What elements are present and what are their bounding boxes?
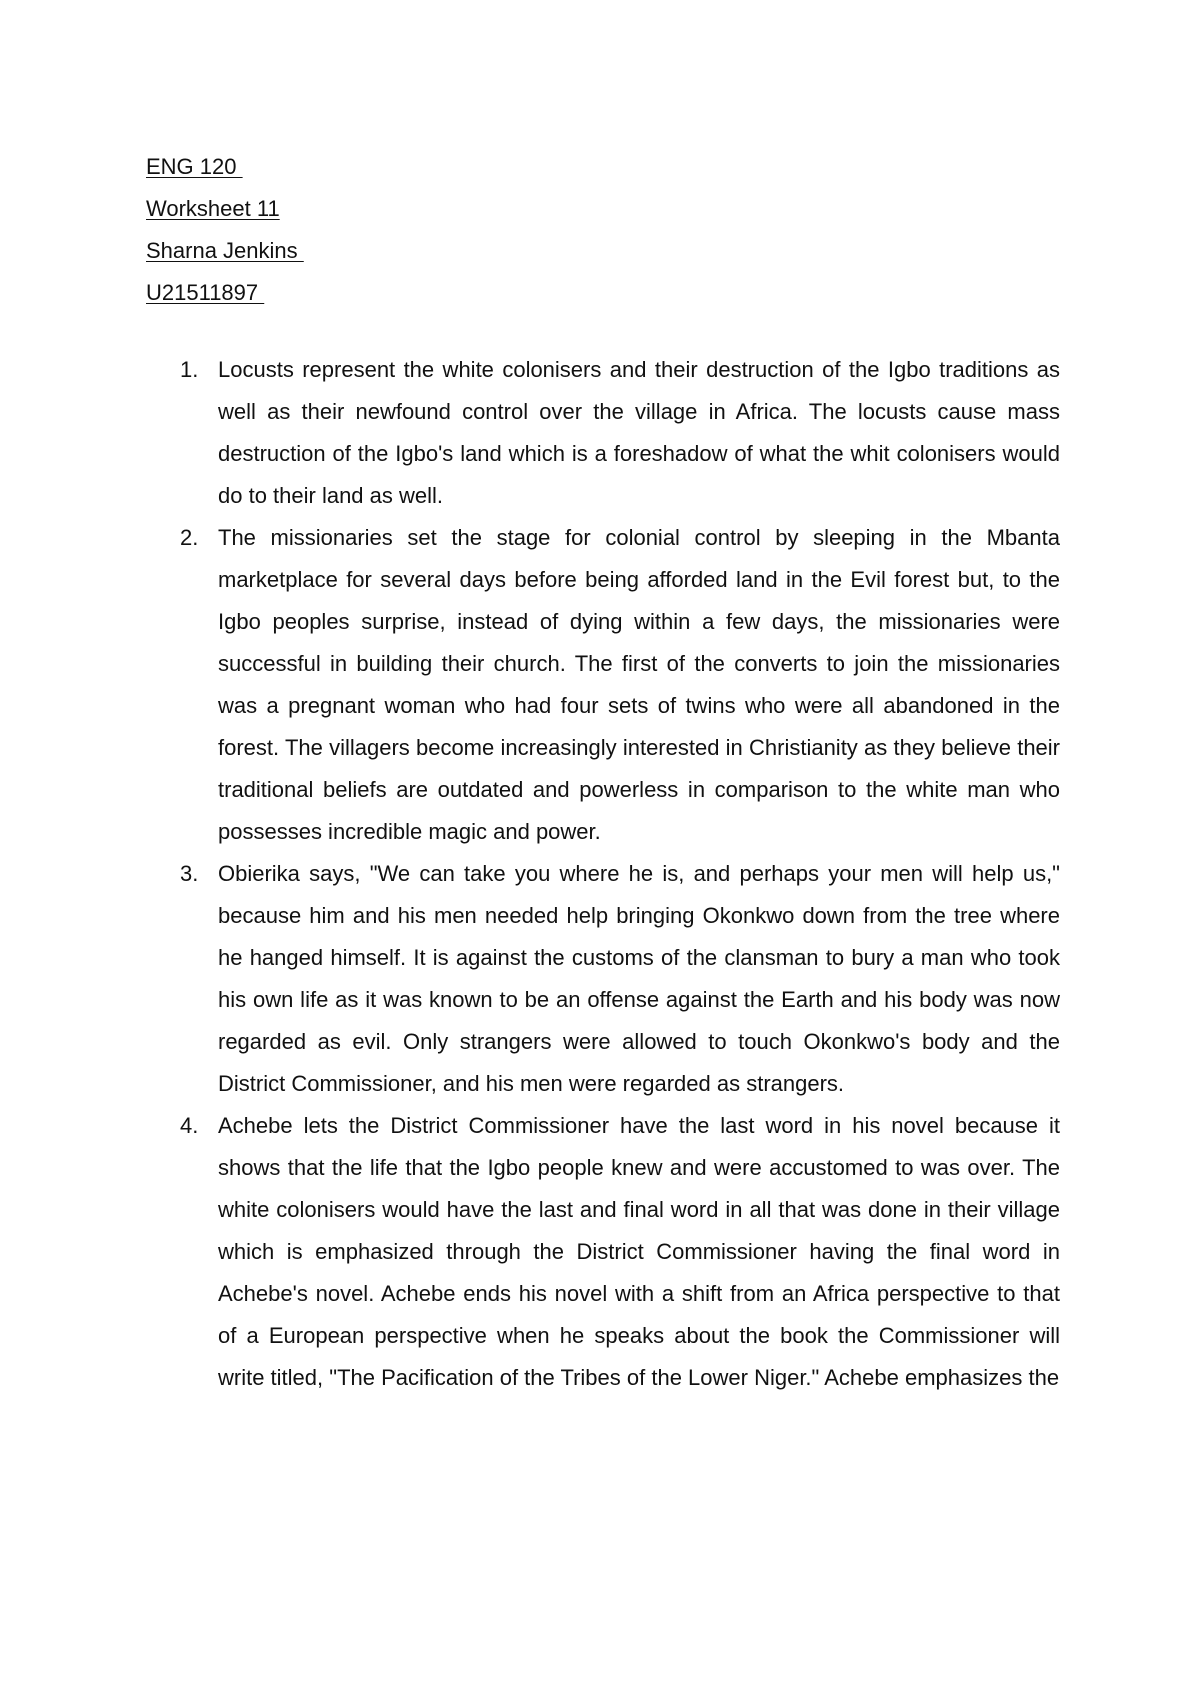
list-item-text: The missionaries set the stage for colonial control by sleeping in the Mbanta marketplace for several days before being afforded land in the Evil forest but, to the Igbo peoples surprise, instead of dying within a few days, the missionaries were successful in building their church. The first of the converts to join the missionaries was a pregnant woman who had four sets of twins who were all abandoned in the forest. The villagers become increasingly interested in Christianity as they believe their traditional beliefs are outdated and powerless in comparison to the white man who possesses incredible magic and power.: [218, 525, 1060, 844]
list-item: [180, 517, 1060, 853]
list-item: [180, 1105, 1060, 1399]
list-item-text: Locusts represent the white colonisers and their destruction of the Igbo traditions as well as their newfound control over the village in Africa. The locusts cause mass destruction of the Igbo's land which is a foreshadow of what the whit colonisers would do to their land as well.: [218, 357, 1060, 508]
list-item-text: Obierika says, "We can take you where he is, and perhaps your men will help us," because him and his men needed help bringing Okonkwo down from the tree where he hanged himself. It is against the customs of the clansman to bury a man who took his own life as it was known to be an offense against the Earth and his body was now regarded as evil. Only strangers were allowed to touch Okonkwo's body and the District Commissioner, and his men were regarded as strangers.: [218, 861, 1060, 1096]
course-code: ENG 120: [146, 154, 243, 179]
list-item-number: 4.: [180, 1113, 199, 1138]
answer-list: [180, 349, 1060, 1399]
list-item: [180, 853, 1060, 1105]
worksheet-title: Worksheet 11: [146, 196, 280, 221]
student-id: U21511897: [146, 280, 265, 305]
list-item-number: 3.: [180, 861, 199, 886]
list-item-number: 2.: [180, 525, 199, 550]
student-name: Sharna Jenkins: [146, 238, 304, 263]
list-item-number: 1.: [180, 357, 199, 382]
document-header: [146, 146, 646, 314]
list-item: [180, 349, 1060, 517]
list-item-text: Achebe lets the District Commissioner have the last word in his novel because it shows that the life that the Igbo people knew and were accustomed to was over. The white colonisers would have the last and final word in all that was done in their village which is emphasized through the District Commissioner having the final word in Achebe's novel. Achebe ends his novel with a shift from an Africa perspective to that of a European perspective when he speaks about the book the Commissioner will write titled, "The Pacification of the Tribes of the Lower Niger." Achebe emphasizes the: [218, 1113, 1060, 1390]
